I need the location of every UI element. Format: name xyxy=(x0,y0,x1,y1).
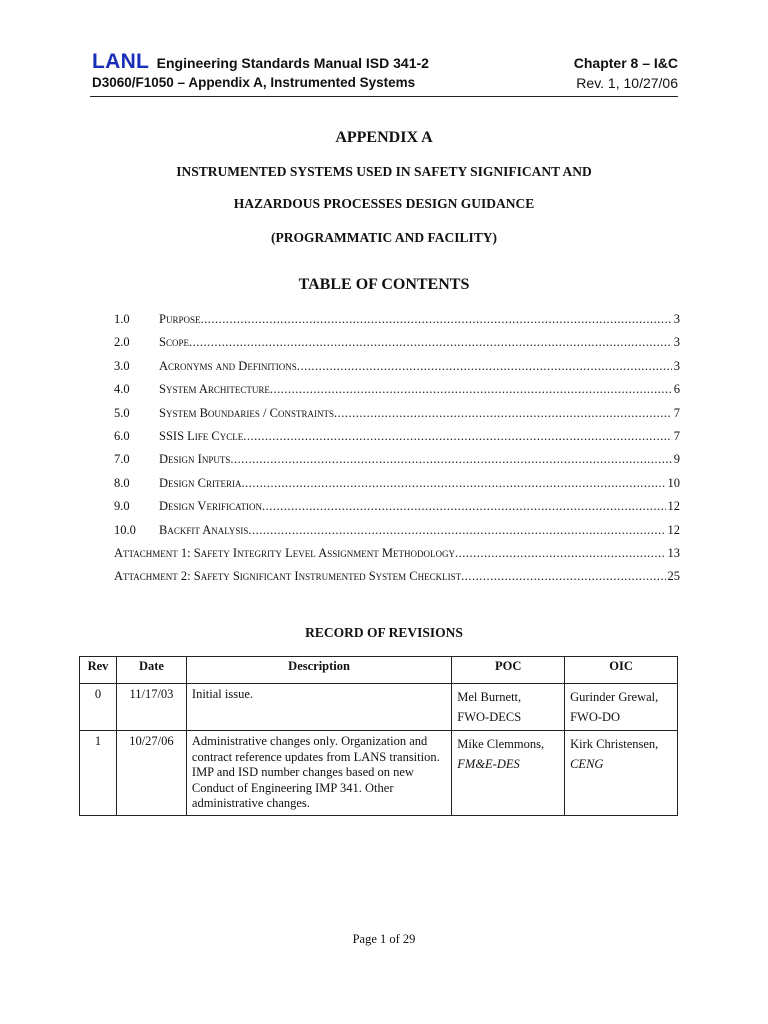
toc-entry-number: 1.0 xyxy=(114,312,130,326)
toc-entry-number: 8.0 xyxy=(114,475,130,490)
poc-name: Mike Clemmons, xyxy=(457,737,545,751)
description-cell: Initial issue. xyxy=(186,684,451,731)
toc-leader-dots xyxy=(248,523,665,538)
toc-entry-number: 10.0 xyxy=(114,522,136,537)
toc-entry-title: Attachment 1: Safety Integrity Level Assignment Methodology xyxy=(114,545,455,560)
toc-entry-title: System Architecture xyxy=(159,382,270,397)
toc-entry[interactable] xyxy=(114,476,680,499)
toc-entry[interactable] xyxy=(114,569,680,592)
toc-entry-number: 4.0 xyxy=(114,382,130,397)
table-of-contents xyxy=(114,312,680,593)
date-cell: 10/27/06 xyxy=(116,731,186,816)
toc-entry[interactable] xyxy=(114,546,680,569)
toc-entry-page: 9 xyxy=(673,452,680,467)
title-line-1: INSTRUMENTED SYSTEMS USED IN SAFETY SIGNIFICANT AND xyxy=(176,164,592,179)
col-date: Date xyxy=(116,657,186,684)
toc-entry-page: 12 xyxy=(667,522,680,537)
toc-entry-title: Design Inputs xyxy=(159,452,231,467)
page-number: Page 1 of 29 xyxy=(352,932,416,946)
poc-org: FM&E-DES xyxy=(457,757,520,771)
manual-title: Engineering Standards Manual ISD 341-2 xyxy=(156,55,429,71)
toc-leader-dots xyxy=(241,476,665,491)
chapter-label: Chapter 8 – I&C xyxy=(573,55,678,71)
toc-entry[interactable] xyxy=(114,406,680,429)
toc-leader-dots xyxy=(270,382,672,397)
table-row xyxy=(80,684,678,731)
toc-leader-dots xyxy=(230,452,671,467)
toc-entry-number: 9.0 xyxy=(114,499,130,514)
toc-leader-dots xyxy=(297,359,672,374)
title-line-3: (PROGRAMMATIC AND FACILITY) xyxy=(271,230,497,245)
toc-entry[interactable] xyxy=(114,523,680,546)
toc-entry[interactable] xyxy=(114,312,680,335)
toc-entry-page: 10 xyxy=(667,475,680,490)
toc-entry[interactable] xyxy=(114,382,680,405)
col-oic: OIC xyxy=(565,657,678,684)
lanl-logo: LANL xyxy=(92,50,150,73)
toc-leader-dots xyxy=(455,546,666,561)
toc-entry-number: 2.0 xyxy=(114,335,130,350)
toc-entry-page: 6 xyxy=(673,382,680,397)
toc-leader-dots xyxy=(262,499,666,514)
toc-entry-title: System Boundaries / Constraints xyxy=(159,405,334,420)
document-header xyxy=(92,50,678,72)
toc-entry[interactable] xyxy=(114,499,680,522)
revisions-header-row xyxy=(80,657,678,684)
toc-leader-dots xyxy=(243,429,672,444)
toc-entry-number: 6.0 xyxy=(114,428,130,443)
poc-name: Mel Burnett, xyxy=(457,690,522,704)
toc-entry-title: Attachment 2: Safety Significant Instrumented System Checklist xyxy=(114,569,462,584)
toc-leader-dots xyxy=(334,406,672,421)
toc-entry-number: 5.0 xyxy=(114,405,130,420)
revisions-heading: RECORD OF REVISIONS xyxy=(305,625,463,640)
col-rev: Rev xyxy=(80,657,117,684)
revision-label: Rev. 1, 10/27/06 xyxy=(576,75,678,91)
toc-entry-title: Purpose xyxy=(159,312,201,326)
toc-leader-dots xyxy=(200,312,671,327)
toc-entry[interactable] xyxy=(114,429,680,452)
toc-leader-dots xyxy=(189,335,672,350)
toc-entry-title: Backfit Analysis xyxy=(159,522,249,537)
toc-entry-page: 3 xyxy=(673,312,680,326)
revisions-table xyxy=(79,656,678,816)
toc-entry-page: 13 xyxy=(667,545,680,560)
col-poc: POC xyxy=(452,657,565,684)
toc-entry[interactable] xyxy=(114,452,680,475)
title-line-2: HAZARDOUS PROCESSES DESIGN GUIDANCE xyxy=(233,196,535,211)
toc-entry-title: Acronyms and Definitions xyxy=(159,358,297,373)
toc-entry-page: 12 xyxy=(667,499,680,514)
oic-org: CENG xyxy=(570,757,604,771)
document-subheader xyxy=(92,75,678,90)
poc-cell xyxy=(452,731,565,816)
date-cell: 11/17/03 xyxy=(116,684,186,731)
toc-entry-page: 7 xyxy=(673,428,680,443)
toc-entry-title: Design Criteria xyxy=(159,475,242,490)
poc-org: FWO-DECS xyxy=(457,710,522,724)
doc-id: D3060/F1050 – Appendix A, Instrumented Systems xyxy=(92,75,416,90)
toc-entry-title: Design Verification xyxy=(159,499,262,514)
toc-heading: TABLE OF CONTENTS xyxy=(298,276,470,293)
toc-entry-page: 3 xyxy=(673,335,680,350)
toc-entry-number: 7.0 xyxy=(114,452,130,467)
description-cell: Administrative changes only. Organization and contract reference updates from LANS transition. IMP and ISD number changes based on new Conduct of Engineering IMP 341. Other administrative changes. xyxy=(186,731,451,816)
table-row xyxy=(80,731,678,816)
toc-entry-page: 3 xyxy=(673,358,680,373)
oic-org: FWO-DO xyxy=(570,710,621,724)
toc-entry-page: 25 xyxy=(667,569,680,584)
appendix-title: APPENDIX A xyxy=(335,129,433,146)
oic-name: Kirk Christensen, xyxy=(570,737,659,751)
toc-entry-page: 7 xyxy=(673,405,680,420)
header-rule xyxy=(90,96,678,97)
oic-cell xyxy=(565,684,678,731)
toc-entry[interactable] xyxy=(114,359,680,382)
col-description: Description xyxy=(186,657,451,684)
toc-leader-dots xyxy=(461,569,665,584)
poc-cell xyxy=(452,684,565,731)
toc-entry[interactable] xyxy=(114,335,680,358)
oic-cell xyxy=(565,731,678,816)
toc-entry-title: Scope xyxy=(159,335,189,350)
toc-entry-number: 3.0 xyxy=(114,358,130,373)
rev-cell: 1 xyxy=(80,731,117,816)
rev-cell: 0 xyxy=(80,684,117,731)
oic-name: Gurinder Grewal, xyxy=(570,690,659,704)
toc-entry-title: SSIS Life Cycle xyxy=(159,428,244,443)
